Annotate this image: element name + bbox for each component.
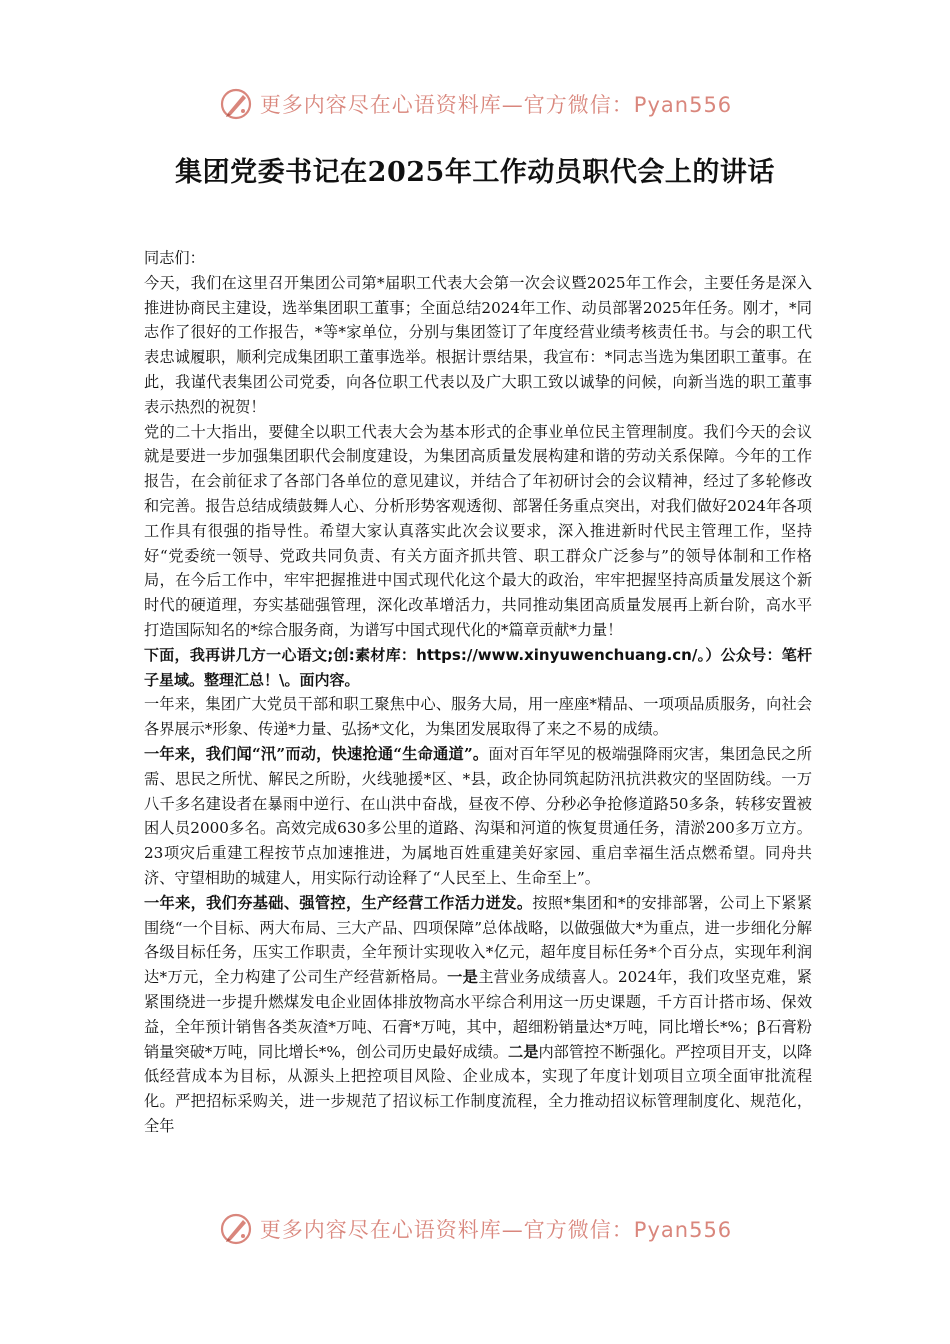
paragraph-4: 一年来，集团广大党员干部和职工聚焦中心、服务大局，用一座座*精品、一项项品质服务，向社会各界展示*形象、传递*力量、弘扬*文化，为集团发展取得了来之不易的成绩。 xyxy=(144,695,812,739)
paragraph-6-text-a: 按照*集团和*的安排部署，公司上下紧紧围绕“一个目标、两大布局、三大产品、四项保障”总体战略，以做强做大*为重点，进一步细化分解各级目标任务，压实工作职责，全年预计实现收入*亿元，超年度目标任务*个百分点，实现年利润达*万元，全力构建了公司生产经营新格局。 xyxy=(144,893,813,987)
paragraph-1: 今天，我们在这里召开集团公司第*届职工代表大会第一次会议暨2025年工作会，主要任务是深入推进协商民主建设，选举集团职工董事；全面总结2024年工作、动员部署2025年任务。刚才，*同志作了很好的工作报告，*等*家单位，分别与集团签订了年度经营业绩考核责任书。与会的职工代表忠诚履职，顺利完成集团职工董事选举。根据计票结果，我宣布：*同志当选为集团职工董事。在此，我谨代表集团公司党委，向各位职工代表以及广大职工致以诚挚的问候，向新当选的职工董事表示热烈的祝贺！ xyxy=(144,273,812,416)
pen-logo-icon xyxy=(218,1211,254,1247)
salutation: 同志们： xyxy=(144,249,205,267)
paragraph-6-keyword-2: 二是 xyxy=(508,1042,539,1061)
paragraph-6-text-b: 主营业务成绩喜人。2024年，我们攻坚克难，紧紧围绕进一步提升燃煤发电企业固体排放物高水平综合利用这一历史课题，千方百计搭市场、保效益，全年预计销售各类灰渣*万吨、石膏*万吨，其中，超细粉销量达*万吨，同比增长*%；β石膏粉销量突破*万吨，同比增长*%，创公司历史最好成绩。 xyxy=(144,968,813,1061)
paragraph-5 xyxy=(144,742,812,891)
paragraph-6-heading: 一年来，我们夯基础、强管控，生产经营工作活力迸发。 xyxy=(144,893,533,912)
pen-logo-icon xyxy=(218,86,254,122)
paragraph-5-text: 面对百年罕见的极端强降雨灾害，集团急民之所需、思民之所忧、解民之所盼，火线驰援*区、*县，政企协同筑起防汛抗洪救灾的坚固防线。一万八千多名建设者在暴雨中逆行、在山洪中奋战，昼夜不停、分秒必争抢修道路50多条，转移安置被困人员2000多名。高效完成630多公里的道路、沟渠和河道的恢复贯通任务，清淤200多万立方。23项灾后重建工程按节点加速推进，为属地百姓重建美好家园、重启幸福生活点燃希望。同舟共济、守望相助的城建人，用实际行动诠释了“人民至上、生命至上”。 xyxy=(144,744,812,887)
document-title: 集团党委书记在2025年工作动员职代会上的讲话 xyxy=(175,157,775,188)
paragraph-6-keyword-1: 一是 xyxy=(447,968,479,987)
paragraph-5-heading: 一年来，我们闻“汛”而动，快速抢通“生命通道”。 xyxy=(144,744,489,763)
paragraph-6-text-c: 内部管控不断强化。严控项目开支，以降低经营成本为目标，从源头上把控项目风险、企业成本，实现了年度计划项目立项全面审批流程化。严把招标采购关，进一步规范了招议标工作制度流程，全力推动招议标管理制度化、规范化，全年 xyxy=(144,1042,813,1135)
paragraph-6 xyxy=(144,891,812,1139)
banner-text: 更多内容尽在心语资料库—官方微信：Pyan556 xyxy=(259,1218,733,1242)
header-banner xyxy=(0,82,950,126)
banner-text: 更多内容尽在心语资料库—官方微信：Pyan556 xyxy=(259,93,733,117)
paragraph-3: 下面，我再讲几方一心语文;创:素材库：https://www.xinyuwenchuang.cn/。）公众号：笔杆子星域。整理汇总！\。面内容。 xyxy=(144,645,812,689)
document-body xyxy=(144,246,812,1139)
paragraph-2: 党的二十大指出，要健全以职工代表大会为基本形式的企事业单位民主管理制度。我们今天的会议就是要进一步加强集团职代会制度建设，为集团高质量发展构建和谐的劳动关系保障。今年的工作报告，在会前征求了各部门各单位的意见建议，并结合了年初研讨会的会议精神，经过了多轮修改和完善。报告总结成绩鼓舞人心、分析形势客观透彻、部署任务重点突出，对我们做好2024年各项工作具有很强的指导性。希望大家认真落实此次会议要求，深入推进新时代民主管理工作，坚持好“党委统一领导、党政共同负责、有关方面齐抓共管、职工群众广泛参与”的领导体制和工作格局，在今后工作中，牢牢把握推进中国式现代化这个最大的政治，牢牢把握坚持高质量发展这个新时代的硬道理，夯实基础强管理，深化改革增活力，共同推动集团高质量发展再上新台阶，高水平打造国际知名的*综合服务商，为谱写中国式现代化的*篇章贡献*力量！ xyxy=(144,422,812,639)
footer-banner xyxy=(0,1207,950,1251)
